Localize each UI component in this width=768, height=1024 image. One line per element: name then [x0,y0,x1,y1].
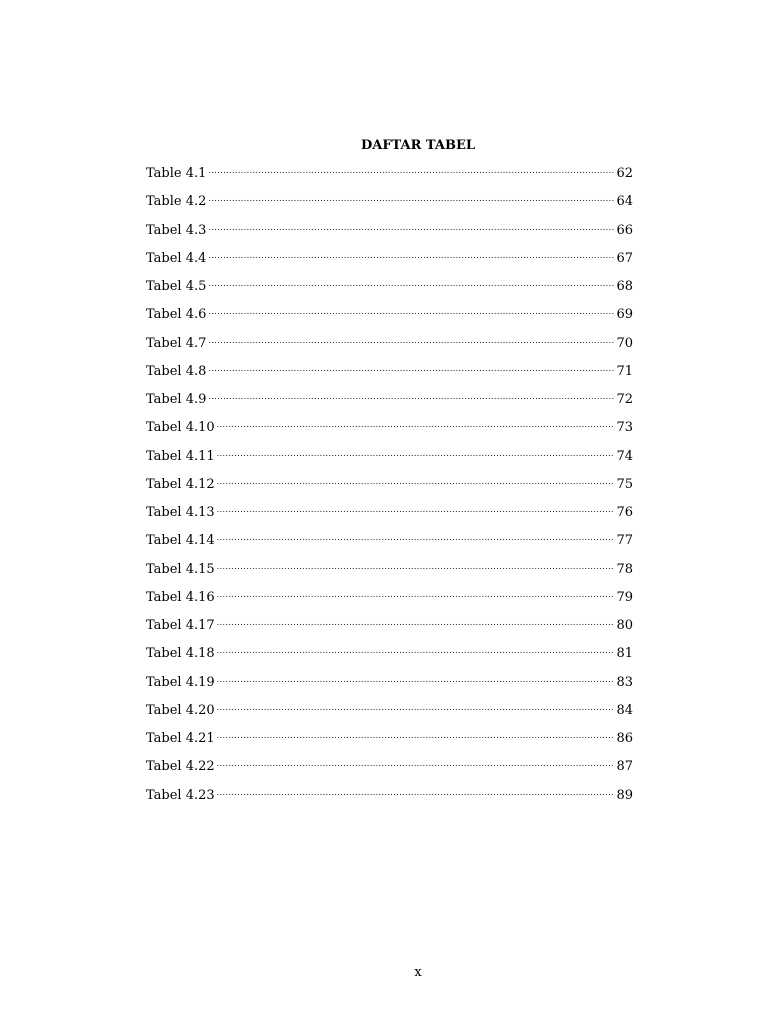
toc-entry-page: 86 [616,731,633,746]
toc-entry-page: 84 [616,702,633,718]
toc-entry-label: Table 4.2 [146,194,207,210]
toc-entry-page: 68 [616,279,633,294]
dot-leader [217,476,615,488]
toc-entry-page: 76 [616,505,633,520]
toc-entry-label: Tabel 4.9 [146,392,207,407]
dot-leader [217,645,615,657]
toc-entry-label: Tabel 4.18 [146,646,215,662]
dot-leader [217,561,615,573]
toc-entry[interactable] [146,165,633,193]
toc-entry-label: Table 4.1 [146,166,207,181]
toc-entry-page: 66 [616,222,633,238]
dot-leader [208,306,614,318]
toc-entry-page: 77 [616,533,633,549]
toc-entry-page: 78 [616,561,633,577]
dot-leader [208,335,614,347]
toc-entry[interactable] [146,702,633,730]
dot-leader [217,617,615,629]
toc-entry-label: Tabel 4.8 [146,363,207,379]
toc-entry-label: Tabel 4.15 [146,561,215,577]
toc-entry[interactable] [146,730,633,758]
toc-entry-page: 73 [616,420,633,436]
dot-leader [208,391,614,403]
toc-entry-label: Tabel 4.20 [146,702,215,718]
toc-entry-label: Tabel 4.19 [146,674,215,690]
table-of-tables-list [146,165,633,815]
dot-leader [217,504,615,516]
toc-entry[interactable] [146,391,633,419]
dot-leader [217,702,615,714]
toc-entry[interactable] [146,645,633,673]
toc-entry[interactable] [146,419,633,447]
toc-entry[interactable] [146,476,633,504]
toc-entry[interactable] [146,787,633,815]
toc-entry-page: 64 [616,194,633,210]
toc-entry[interactable] [146,250,633,278]
toc-entry-label: Tabel 4.4 [146,250,207,266]
toc-entry[interactable] [146,335,633,363]
dot-leader [208,193,614,205]
toc-entry-label: Tabel 4.13 [146,505,215,520]
dot-leader [217,730,615,742]
toc-entry-label: Tabel 4.21 [146,731,215,746]
toc-entry[interactable] [146,222,633,250]
toc-entry[interactable] [146,193,633,221]
toc-entry-page: 87 [616,759,633,775]
toc-entry[interactable] [146,306,633,334]
toc-entry[interactable] [146,561,633,589]
dot-leader [217,448,615,460]
toc-entry-page: 70 [616,335,633,351]
dot-leader [217,787,615,799]
toc-entry[interactable] [146,504,633,532]
toc-entry[interactable] [146,617,633,645]
dot-leader [217,758,615,770]
dot-leader [217,589,615,601]
toc-entry-page: 80 [616,618,633,633]
toc-entry-page: 89 [616,787,633,803]
toc-entry[interactable] [146,589,633,617]
dot-leader [217,419,615,431]
toc-entry[interactable] [146,363,633,391]
toc-entry-label: Tabel 4.17 [146,618,215,633]
dot-leader [208,165,614,177]
dot-leader [217,674,615,686]
toc-entry-label: Tabel 4.23 [146,787,215,803]
toc-entry-label: Tabel 4.6 [146,307,207,323]
toc-entry-label: Tabel 4.22 [146,759,215,775]
toc-entry-page: 62 [616,166,633,181]
page-title: DAFTAR TABEL [360,138,476,153]
toc-entry-page: 67 [616,250,633,266]
toc-entry-page: 71 [616,363,633,379]
toc-entry-label: Tabel 4.16 [146,589,215,605]
toc-entry-label: Tabel 4.10 [146,420,215,436]
toc-entry-page: 72 [616,392,633,407]
toc-entry-page: 83 [616,674,633,690]
dot-leader [208,222,614,234]
toc-entry-label: Tabel 4.3 [146,222,207,238]
toc-entry[interactable] [146,278,633,306]
toc-entry-label: Tabel 4.12 [146,476,215,492]
toc-entry[interactable] [146,674,633,702]
page-number: x [414,965,422,980]
toc-entry-label: Tabel 4.14 [146,533,215,549]
toc-entry-label: Tabel 4.7 [146,335,207,351]
toc-entry-label: Tabel 4.5 [146,279,207,294]
toc-entry-page: 75 [616,476,633,492]
toc-entry-page: 79 [616,589,633,605]
toc-entry-page: 81 [616,646,633,662]
dot-leader [208,278,614,290]
dot-leader [217,532,615,544]
toc-entry[interactable] [146,532,633,560]
toc-entry-page: 74 [616,448,633,464]
toc-entry-page: 69 [616,307,633,323]
dot-leader [208,363,614,375]
toc-entry-label: Tabel 4.11 [146,448,215,464]
dot-leader [208,250,614,262]
toc-entry[interactable] [146,448,633,476]
toc-entry[interactable] [146,758,633,786]
